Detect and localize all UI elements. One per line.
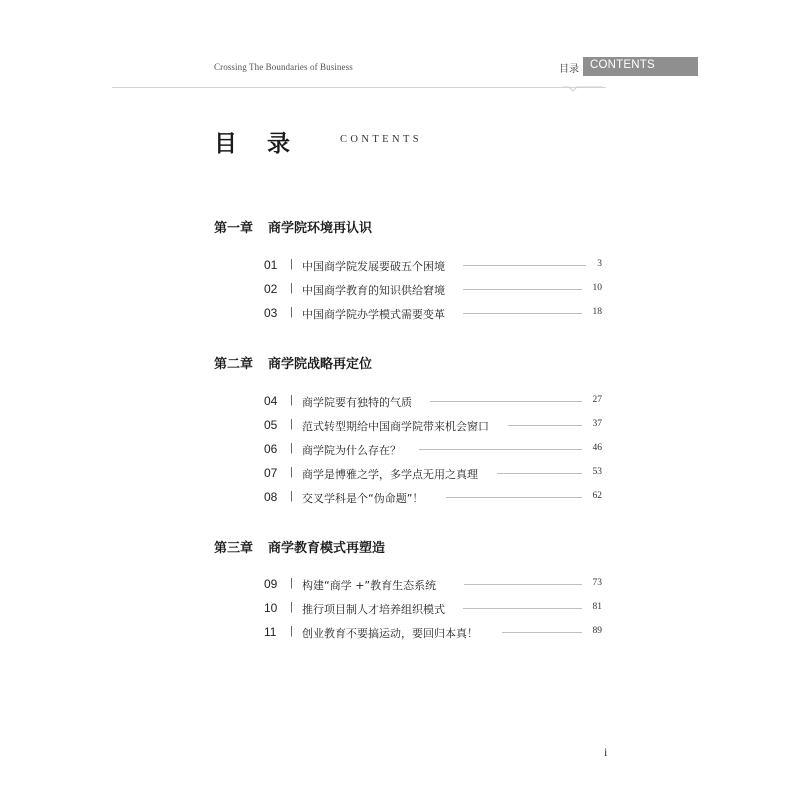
entry-title: 创业教育不要搞运动，要回归本真！ xyxy=(302,627,478,640)
chapter-3-heading xyxy=(214,537,385,556)
entry-page: 53 xyxy=(592,467,602,477)
toc-title-en: CONTENTS xyxy=(340,134,423,145)
entry-number: 09 xyxy=(264,577,278,591)
entry-number: 01 xyxy=(264,258,278,272)
entry-page: 37 xyxy=(592,419,602,429)
header-section-cn: 目录 xyxy=(559,64,579,75)
leader-line xyxy=(463,313,582,314)
entry-page: 27 xyxy=(592,395,602,405)
entry-number: 03 xyxy=(264,306,278,320)
leader-line xyxy=(497,473,582,474)
toc-entry[interactable] xyxy=(264,258,604,276)
entry-separator: | xyxy=(290,306,293,318)
toc-entry[interactable] xyxy=(264,442,604,460)
entry-number: 02 xyxy=(264,282,278,296)
entry-title: 商学是博雅之学，多学点无用之真理 xyxy=(302,468,478,481)
chapter-number: 第三章 xyxy=(214,541,254,556)
entry-number: 11 xyxy=(264,625,277,639)
toc-entry[interactable] xyxy=(264,601,604,619)
leader-line xyxy=(464,584,582,585)
chapter-title: 商学教育模式再塑造 xyxy=(268,541,386,556)
toc-title-cn: 目 录 xyxy=(214,130,302,157)
entry-title: 中国商学教育的知识供给窘境 xyxy=(302,284,445,297)
entry-title: 商学院要有独特的气质 xyxy=(302,396,412,409)
entry-page: 46 xyxy=(592,443,602,453)
entry-separator: | xyxy=(290,442,293,454)
entry-title: 商学院为什么存在？ xyxy=(302,444,401,457)
entry-separator: | xyxy=(290,577,293,589)
chapter-title: 商学院战略再定位 xyxy=(268,357,373,372)
leader-line xyxy=(446,497,582,498)
leader-line xyxy=(463,265,586,266)
entry-separator: | xyxy=(290,601,293,613)
entry-title: 中国商学院办学模式需要变革 xyxy=(302,308,445,321)
chapter-title: 商学院环境再认识 xyxy=(268,221,373,236)
chapter-1-heading xyxy=(214,217,372,236)
entry-separator: | xyxy=(290,625,293,637)
entry-separator: | xyxy=(290,258,293,270)
header-contents-tab xyxy=(583,57,698,76)
leader-line xyxy=(502,632,582,633)
entry-title: 中国商学院发展要破五个困境 xyxy=(302,260,445,273)
leader-line xyxy=(419,449,582,450)
entry-number: 07 xyxy=(264,466,278,480)
entry-page: 18 xyxy=(592,307,602,317)
toc-entry[interactable] xyxy=(264,282,604,300)
entry-separator: | xyxy=(290,490,293,502)
toc-entry[interactable] xyxy=(264,418,604,436)
chapter-number: 第二章 xyxy=(214,357,254,372)
toc-entry[interactable] xyxy=(264,306,604,324)
chapter-2-heading xyxy=(214,353,372,372)
page-folio: i xyxy=(604,745,608,759)
entry-title: 推行项目制人才培养组织模式 xyxy=(302,603,445,616)
leader-line xyxy=(463,608,582,609)
entry-separator: | xyxy=(290,282,293,294)
entry-page: 10 xyxy=(592,283,602,293)
entry-page: 89 xyxy=(592,626,602,636)
entry-separator: | xyxy=(290,394,293,406)
entry-title: 构建“商学 +”教育生态系统 xyxy=(302,579,437,592)
toc-entry[interactable] xyxy=(264,394,604,412)
entry-separator: | xyxy=(290,418,293,430)
leader-line xyxy=(508,425,582,426)
entry-page: 73 xyxy=(592,578,602,588)
toc-entry[interactable] xyxy=(264,577,604,595)
entry-number: 05 xyxy=(264,418,278,432)
toc-entry[interactable] xyxy=(264,625,604,643)
entry-number: 10 xyxy=(264,601,278,615)
entry-title: 范式转型期给中国商学院带来机会窗口 xyxy=(302,420,489,433)
entry-number: 06 xyxy=(264,442,278,456)
entry-number: 04 xyxy=(264,394,278,408)
leader-line xyxy=(463,289,582,290)
toc-entry[interactable] xyxy=(264,490,604,508)
entry-number: 08 xyxy=(264,490,278,504)
leader-line xyxy=(430,401,582,402)
entry-title: 交叉学科是个“伪命题”！ xyxy=(302,492,424,505)
header-section-en: CONTENTS xyxy=(590,59,655,71)
chapter-number: 第一章 xyxy=(214,221,254,236)
running-title: Crossing The Boundaries of Business xyxy=(214,62,353,72)
entry-page: 81 xyxy=(592,602,602,612)
entry-page: 3 xyxy=(597,259,602,269)
entry-separator: | xyxy=(290,466,293,478)
toc-entry[interactable] xyxy=(264,466,604,484)
header-notch-ornament xyxy=(563,82,603,92)
header-rule xyxy=(112,87,606,88)
entry-page: 62 xyxy=(592,491,602,501)
